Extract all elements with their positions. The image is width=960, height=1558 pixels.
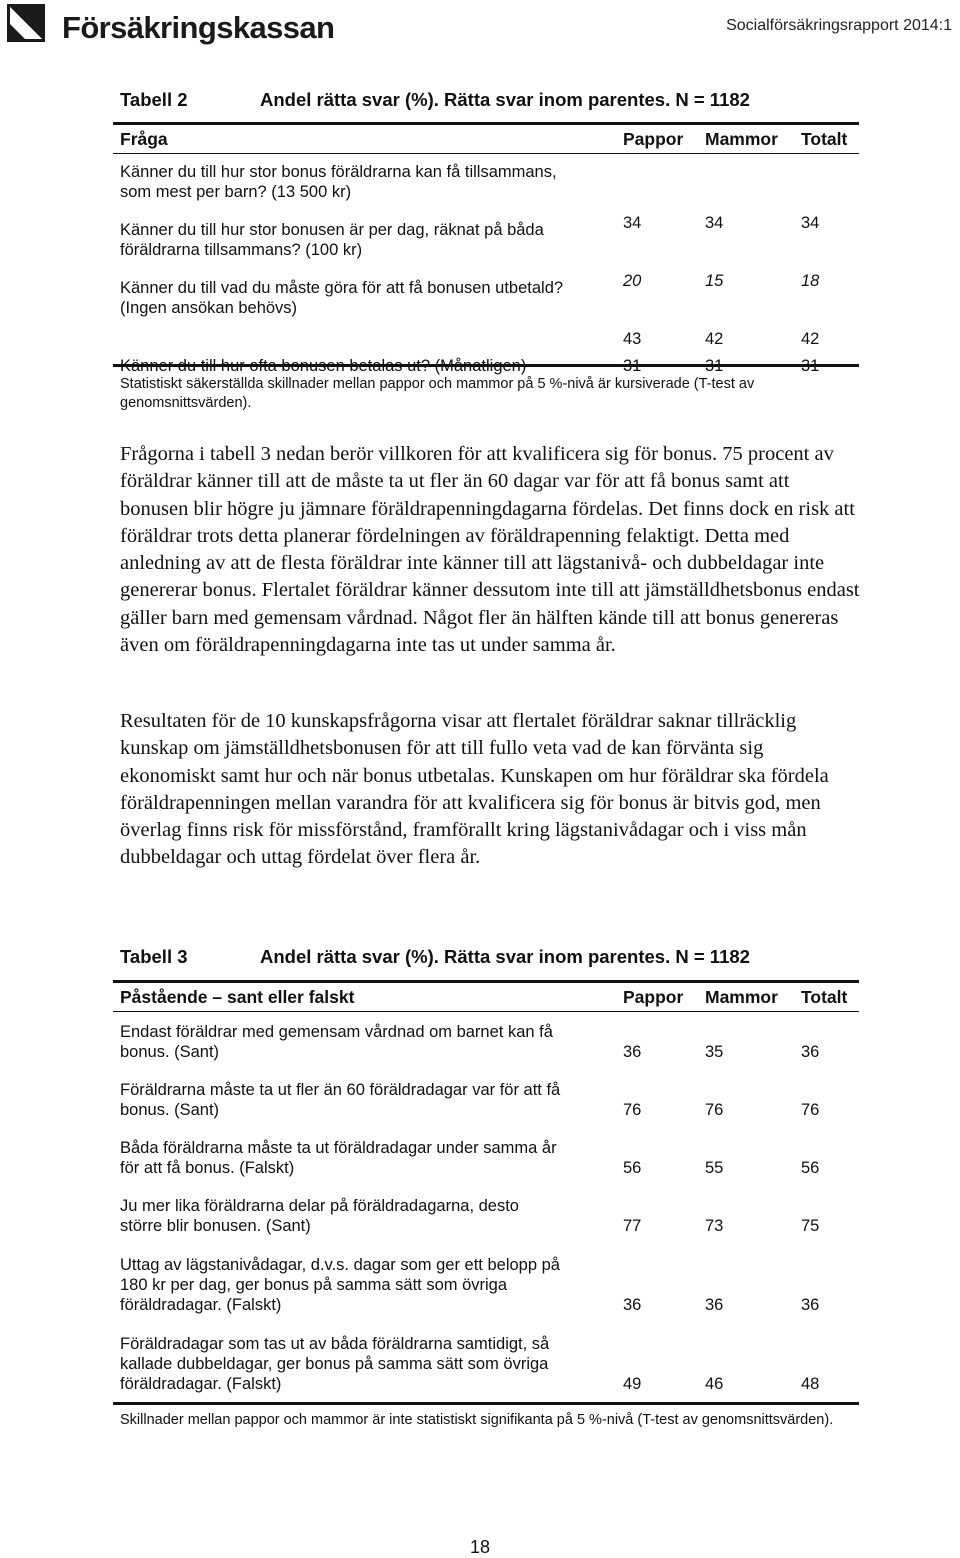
row-statement-line: föräldradagar. (Falskt) [120,1296,282,1314]
logo-icon [7,4,45,42]
row-question-line: Känner du till vad du måste göra för att få bonusen utbetald? [120,279,564,297]
value-mammor: 15 [705,272,724,290]
table2-col-question: Fråga [120,129,168,149]
body-paragraph-1 [120,441,860,659]
value-mammor: 73 [705,1217,724,1235]
value-pappor: 36 [623,1043,642,1061]
row-statement-line: bonus. (Sant) [120,1101,220,1119]
value-mammor: 55 [705,1159,724,1177]
row-statement-line: för att få bonus. (Falskt) [120,1159,295,1177]
table3-bottom-rule-wrap [113,1402,859,1405]
value-mammor: 36 [705,1296,724,1314]
row-statement-line: Uttag av lägstanivådagar, d.v.s. dagar som ger ett belopp på [120,1256,560,1274]
paragraph-text: Frågorna i tabell 3 nedan berör villkoren för att kvalificera sig för bonus. 75 procent av föräldrar känner till att de måste ta ut fler än 60 dagar var för att få bonus samt att bonusen blir högre ju jämnare föräldrapenningdagarna fördelas. Det finns dock en risk att föräldrar trots detta planerar fördelningen av föräldrapenning felaktigt. Detta med anledning av att de flesta föräldrar inte känner till att lägstanivå- och dubbeldagar inte genererar bonus. Flertalet föräldrar känner dessutom inte till att jämställdhetsbonus endast gäller barn med gemensam vårdnad. Något fler än hälften kände till att bonus genereras även om föräldrapenningdagarna inte tas ut under samma år. [120,443,860,657]
paragraph-text: Resultaten för de 10 kunskapsfrågorna visar att flertalet föräldrar saknar tillräcklig kunskap om jämställdhetsbonusen för att till fullo veta vad de kan förvänta sig ekonomiskt samt hur och när bonus utbetalas. Kunskapen om hur föräldrar ska fördela föräldrapenningen mellan varandra för att kvalificera sig för bonus är bitvis god, men överlag finns risk för missförstånd, framförallt kring lägstanivådagar och i viss mån dubbeldagar och uttag fördelat över flera år. [120,710,829,869]
row-statement-line: Båda föräldrarna måste ta ut föräldradagar under samma år [120,1139,557,1157]
table-row [113,1070,859,1128]
table2-bottom-rule [113,364,859,367]
table3-col-statement: Påstående – sant eller falskt [120,987,355,1007]
body-paragraph-2 [120,708,860,872]
table2-bottom-rule-wrap [113,364,859,367]
row-statement-line: Föräldradagar som tas ut av båda föräldrarna samtidigt, så [120,1335,550,1353]
value-pappor: 77 [623,1217,642,1235]
row-statement-line: Ju mer lika föräldrarna delar på föräldradagarna, desto [120,1197,519,1215]
logo-text: Försäkringskassan [62,10,335,45]
value-pappor: 43 [623,330,642,348]
value-pappor: 20 [623,272,642,290]
page-header [0,0,960,60]
value-mammor: 42 [705,330,724,348]
value-pappor: 36 [623,1296,642,1314]
table-row [113,270,859,348]
value-totalt: 36 [801,1296,820,1314]
row-statement-line: Endast föräldrar med gemensam vårdnad om barnet kan få [120,1023,553,1041]
value-totalt: 36 [801,1043,820,1061]
row-statement-line: föräldradagar. (Falskt) [120,1375,282,1393]
page-number: 18 [469,1537,491,1557]
value-pappor: 49 [623,1375,642,1393]
value-pappor: 56 [623,1159,642,1177]
row-question-line: som mest per barn? (13 500 kr) [120,183,352,201]
row-question-line: (Ingen ansökan behövs) [120,299,298,317]
value-totalt: 18 [801,272,820,290]
value-totalt: 34 [801,214,820,232]
table3-col-totalt: Totalt [801,987,848,1007]
value-mammor: 35 [705,1043,724,1061]
table3-col-mammor: Mammor [705,987,778,1007]
value-totalt: 76 [801,1101,820,1119]
table-row [113,1012,859,1070]
table3-bottom-rule [113,1402,859,1405]
value-pappor: 34 [623,214,642,232]
table2-header [113,125,859,153]
value-totalt: 56 [801,1159,820,1177]
row-question-line: föräldrarna tillsammans? (100 kr) [120,241,363,259]
value-mammor: 46 [705,1375,724,1393]
row-statement-line: kallade dubbeldagar, ger bonus på samma sätt som övriga [120,1355,549,1373]
table2-col-mammor: Mammor [705,129,778,149]
table-row [113,1128,859,1186]
value-totalt: 48 [801,1375,820,1393]
value-totalt: 42 [801,330,820,348]
value-mammor: 31 [705,357,724,375]
row-statement-line: Föräldrarna måste ta ut fler än 60 föräldradagar var för att få [120,1081,561,1099]
table-row [113,1186,859,1244]
table3-header [113,983,859,1011]
row-statement-line: 180 kr per dag, ger bonus på samma sätt som övriga [120,1276,508,1294]
table3-title: Andel rätta svar (%). Rätta svar inom parentes. N = 1182 [260,946,750,967]
table2-number: Tabell 2 [120,89,188,110]
table3 [113,980,859,1403]
table2-col-pappor: Pappor [623,129,684,149]
value-mammor: 76 [705,1101,724,1119]
row-statement-line: bonus. (Sant) [120,1043,220,1061]
table2-title: Andel rätta svar (%). Rätta svar inom parentes. N = 1182 [260,89,750,110]
value-totalt: 31 [801,357,820,375]
row-question-line: Känner du till hur stor bonusen är per dag, räknat på båda [120,221,544,239]
table3-footnote: Skillnader mellan pappor och mammor är inte statistiskt signifikanta på 5 %-nivå (T-test av genomsnittsvärden). [120,1412,834,1428]
report-name: Socialförsäkringsrapport 2014:1 [726,17,952,34]
table3-number: Tabell 3 [120,946,188,967]
value-totalt: 75 [801,1217,820,1235]
table2-col-totalt: Totalt [801,129,848,149]
table2-caption [120,89,750,111]
table-row [113,1244,859,1323]
table3-col-pappor: Pappor [623,987,684,1007]
table2-footnote: Statistiskt säkerställda skillnader mellan pappor och mammor på 5 %-nivå är kursiverade (T-test av genomsnittsvärden). [120,376,755,411]
table-row [113,1323,859,1403]
value-pappor: 31 [623,357,642,375]
table2 [113,122,859,388]
row-question-line: Känner du till hur ofta bonusen betalas ut? (Månatligen) [120,357,527,375]
row-statement-line: större blir bonusen. (Sant) [120,1217,311,1235]
row-question-line: Känner du till hur stor bonus föräldrarna kan få tillsammans, [120,163,557,181]
table3-caption [120,946,750,968]
value-pappor: 76 [623,1101,642,1119]
value-mammor: 34 [705,214,724,232]
